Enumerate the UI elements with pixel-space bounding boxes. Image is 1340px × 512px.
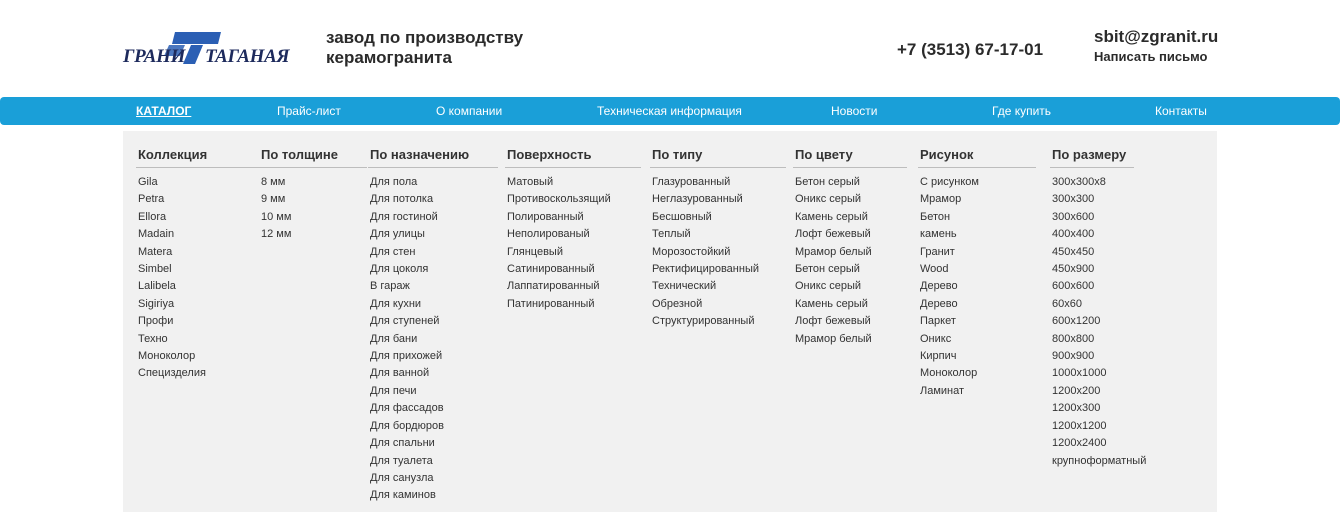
catalog-link[interactable]: 300x600 xyxy=(1052,210,1095,223)
nav-item-news[interactable]: Новости xyxy=(831,104,878,118)
catalog-link[interactable]: Кирпич xyxy=(920,350,957,363)
catalog-link[interactable]: Моноколор xyxy=(920,367,978,380)
catalog-link[interactable]: Ректифицированный xyxy=(652,263,760,276)
catalog-link[interactable]: 1200x1200 xyxy=(1052,419,1107,432)
catalog-link[interactable]: Лофт бежевый xyxy=(795,228,871,241)
nav-item-price-list[interactable]: Прайс-лист xyxy=(277,104,341,118)
catalog-link[interactable]: Противоскользящий xyxy=(507,193,611,206)
catalog-dropdown xyxy=(123,131,1217,512)
catalog-link[interactable]: Неполированый xyxy=(507,228,590,241)
catalog-link[interactable]: Gila xyxy=(138,176,158,188)
catalog-link[interactable]: 300x300 xyxy=(1052,193,1095,206)
phone-number[interactable]: +7 (3513) 67-17-01 xyxy=(897,40,1044,59)
catalog-link[interactable]: Madain xyxy=(138,228,175,241)
email-link[interactable]: sbit@zgranit.ru xyxy=(1094,27,1219,46)
column-title: Поверхность xyxy=(505,147,641,168)
catalog-link[interactable]: Оникс серый xyxy=(795,193,862,206)
catalog-link[interactable]: 1200x300 xyxy=(1052,402,1101,415)
nav-item-contacts[interactable]: Контакты xyxy=(1155,104,1207,118)
catalog-link[interactable]: Сатинированный xyxy=(507,263,595,276)
catalog-link[interactable]: 450x450 xyxy=(1052,245,1095,258)
catalog-link[interactable]: 8 мм xyxy=(261,176,286,188)
catalog-link[interactable]: Технический xyxy=(652,280,717,293)
main-navigation xyxy=(0,97,1340,125)
nav-item-tech-info[interactable]: Техническая информация xyxy=(597,104,742,118)
catalog-link[interactable]: Для прихожей xyxy=(370,350,443,363)
nav-item-catalog[interactable]: КАТАЛОГ xyxy=(136,104,192,118)
catalog-link[interactable]: Патинированный xyxy=(507,297,595,310)
logo-word-1: ГРАНИ xyxy=(123,46,186,67)
catalog-link[interactable]: Для ступеней xyxy=(370,315,440,328)
catalog-link[interactable]: Для гостиной xyxy=(370,210,438,223)
catalog-link[interactable]: 9 мм xyxy=(261,193,286,206)
catalog-link[interactable]: 450x900 xyxy=(1052,263,1095,276)
catalog-link[interactable]: 300x300x8 xyxy=(1052,176,1106,188)
catalog-link[interactable]: 600x1200 xyxy=(1052,315,1101,328)
catalog-link[interactable]: Бесшовный xyxy=(652,210,712,223)
catalog-link[interactable]: Матовый xyxy=(507,176,554,188)
catalog-link[interactable]: Лаппатированный xyxy=(507,280,600,293)
catalog-link[interactable]: Обрезной xyxy=(652,297,703,310)
catalog-link[interactable]: Мрамор белый xyxy=(795,245,872,258)
catalog-list xyxy=(650,168,786,331)
catalog-link[interactable]: Для стен xyxy=(370,245,416,258)
catalog-link[interactable]: Специзделия xyxy=(138,367,206,380)
catalog-link[interactable]: Паркет xyxy=(920,315,956,328)
catalog-column-surface xyxy=(505,147,641,313)
catalog-link[interactable]: Теплый xyxy=(652,228,691,241)
catalog-link[interactable]: Оникс xyxy=(920,332,952,345)
catalog-link[interactable]: Глазурованный xyxy=(652,176,731,188)
catalog-link[interactable]: Для кухни xyxy=(370,297,422,310)
catalog-link[interactable]: Профи xyxy=(138,315,174,328)
catalog-link[interactable]: Для пола xyxy=(370,176,418,188)
column-title: По размеру xyxy=(1050,147,1134,168)
catalog-link[interactable]: Моноколор xyxy=(138,350,196,363)
column-title: По цвету xyxy=(793,147,907,168)
catalog-link[interactable]: Неглазурованный xyxy=(652,193,743,206)
catalog-list xyxy=(918,168,1036,400)
catalog-column-pattern xyxy=(918,147,1036,400)
catalog-link[interactable]: Matera xyxy=(138,245,173,258)
catalog-link[interactable]: Для санузла xyxy=(370,471,434,484)
catalog-link[interactable]: Оникс серый xyxy=(795,280,862,293)
catalog-link[interactable]: Полированный xyxy=(507,210,584,223)
catalog-link[interactable]: Для улицы xyxy=(370,228,425,241)
catalog-link[interactable]: Для потолка xyxy=(370,193,434,206)
catalog-column-collection xyxy=(136,147,259,383)
catalog-link[interactable]: крупноформатный xyxy=(1052,454,1147,467)
column-title: Коллекция xyxy=(136,147,259,168)
catalog-link[interactable]: 800x800 xyxy=(1052,332,1095,345)
catalog-link[interactable]: Бетон серый xyxy=(795,263,860,276)
catalog-link[interactable]: Мрамор xyxy=(920,193,962,206)
catalog-link[interactable]: Для цоколя xyxy=(370,263,429,276)
catalog-link[interactable]: Камень серый xyxy=(795,297,868,310)
catalog-link[interactable]: Ellora xyxy=(138,210,167,223)
catalog-list xyxy=(1050,168,1146,470)
catalog-link[interactable]: Petra xyxy=(138,193,165,206)
tagline-line-1: завод по производству xyxy=(326,28,524,47)
catalog-link[interactable]: Гранит xyxy=(920,245,955,258)
catalog-link[interactable]: 10 мм xyxy=(261,210,292,223)
catalog-column-type xyxy=(650,147,786,331)
catalog-link[interactable]: Wood xyxy=(920,263,949,276)
catalog-list xyxy=(259,168,367,244)
catalog-list xyxy=(136,168,259,383)
column-title: По типу xyxy=(650,147,786,168)
catalog-link[interactable]: Бетон серый xyxy=(795,176,860,188)
nav-item-where-to-buy[interactable]: Где купить xyxy=(992,104,1052,118)
catalog-link[interactable]: С рисунком xyxy=(920,176,979,188)
catalog-column-color xyxy=(793,147,907,348)
catalog-link[interactable]: 600x600 xyxy=(1052,280,1095,293)
catalog-link[interactable]: Камень серый xyxy=(795,210,868,223)
catalog-link[interactable]: Лофт бежевый xyxy=(795,315,871,328)
catalog-link[interactable]: 1000x1000 xyxy=(1052,367,1107,380)
catalog-link[interactable]: Sigiriya xyxy=(138,297,175,310)
catalog-link[interactable]: Техно xyxy=(138,332,168,345)
catalog-link[interactable]: камень xyxy=(920,228,957,241)
site-header xyxy=(0,0,1340,96)
catalog-link[interactable]: Для бани xyxy=(370,332,418,345)
catalog-link[interactable]: Глянцевый xyxy=(507,245,563,258)
column-title: Рисунок xyxy=(918,147,1036,168)
catalog-link[interactable]: 400x400 xyxy=(1052,228,1095,241)
catalog-list xyxy=(368,168,498,505)
write-letter-link[interactable]: Написать письмо xyxy=(1094,49,1208,64)
company-tagline xyxy=(326,28,586,68)
catalog-link[interactable]: Для спальни xyxy=(370,437,435,450)
catalog-link[interactable]: Для печи xyxy=(370,384,417,397)
catalog-list xyxy=(793,168,907,348)
catalog-link[interactable]: Мрамор белый xyxy=(795,332,872,345)
column-title: По назначению xyxy=(368,147,498,168)
catalog-column-thickness xyxy=(259,147,367,244)
catalog-link[interactable]: Для каминов xyxy=(370,489,436,502)
catalog-link[interactable]: Структурированный xyxy=(652,315,755,328)
tagline-line-2: керамогранита xyxy=(326,48,452,67)
catalog-link[interactable]: Бетон xyxy=(920,210,951,223)
catalog-column-size xyxy=(1050,147,1146,470)
catalog-link[interactable]: Дерево xyxy=(920,297,958,310)
catalog-link[interactable]: 12 мм xyxy=(261,228,292,241)
catalog-link[interactable]: 1200x2400 xyxy=(1052,437,1107,450)
catalog-link[interactable]: Для ванной xyxy=(370,367,430,380)
catalog-link[interactable]: Для туалета xyxy=(370,454,433,467)
catalog-link[interactable]: 900x900 xyxy=(1052,350,1095,363)
catalog-list xyxy=(505,168,641,313)
logo-text xyxy=(123,46,293,68)
column-title: По толщине xyxy=(259,147,367,168)
catalog-link[interactable]: Ламинат xyxy=(920,384,965,397)
nav-item-about[interactable]: О компании xyxy=(436,104,503,118)
catalog-link[interactable]: 1200x200 xyxy=(1052,384,1101,397)
brand-logo[interactable] xyxy=(123,32,293,68)
catalog-link[interactable]: Для бордюров xyxy=(370,419,444,432)
logo-word-2: ТАГАНАЯ xyxy=(205,46,290,67)
catalog-link[interactable]: Для фассадов xyxy=(370,402,444,415)
catalog-link[interactable]: Simbel xyxy=(138,263,172,276)
catalog-column-purpose xyxy=(368,147,498,505)
catalog-link[interactable]: Дерево xyxy=(920,280,958,293)
catalog-link[interactable]: В гараж xyxy=(370,280,410,293)
catalog-link[interactable]: Морозостойкий xyxy=(652,245,731,258)
catalog-link[interactable]: 60x60 xyxy=(1052,297,1082,310)
catalog-link[interactable]: Lalibela xyxy=(138,280,176,293)
